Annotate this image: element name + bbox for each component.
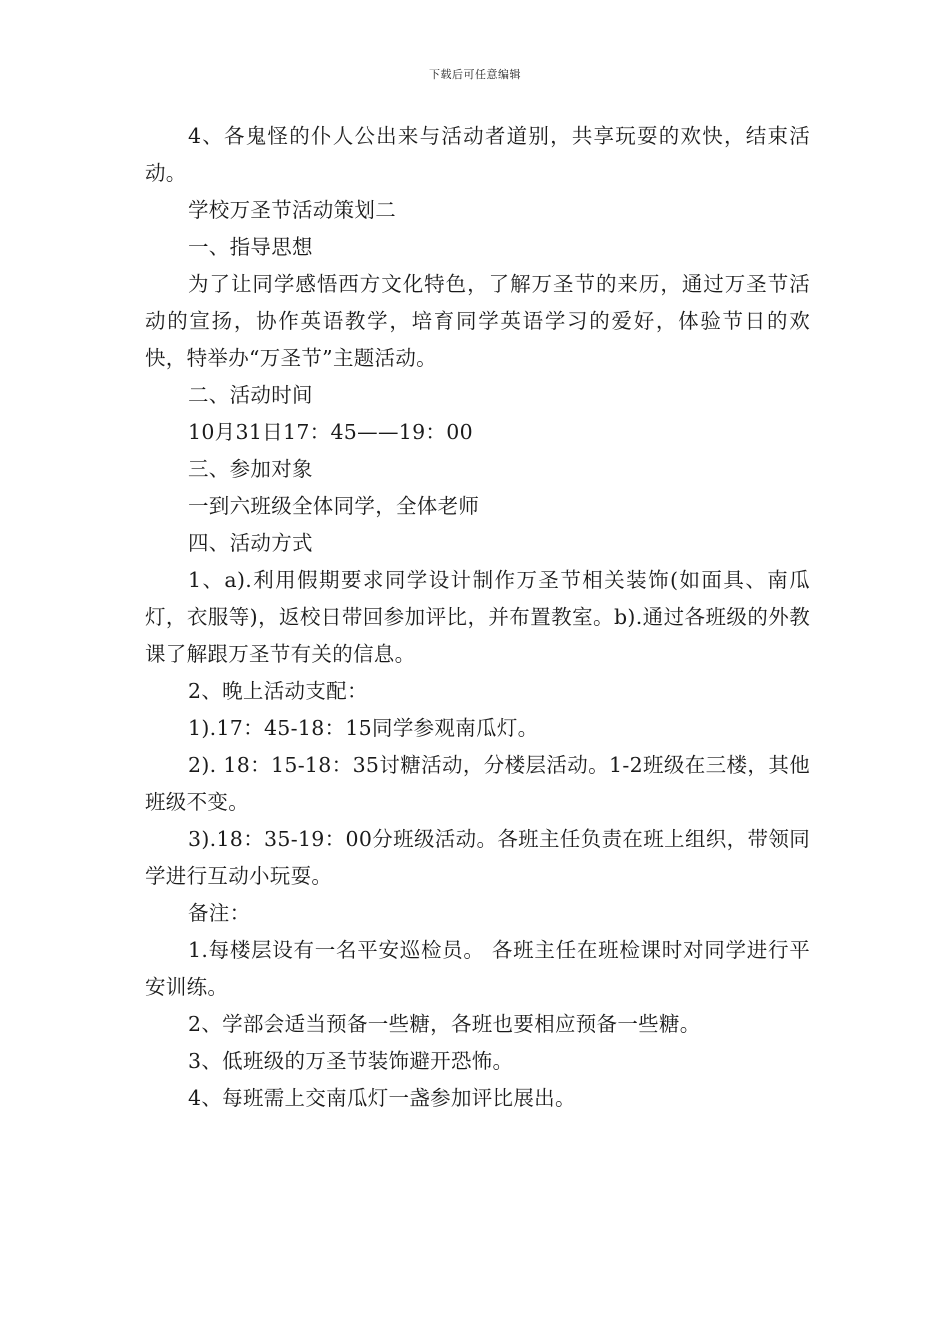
activity-time-text: 10月31日17：45——19：00 <box>188 420 473 444</box>
schedule-item-3: 3).18：35-19：00分班级活动。各班主任负责在班上组织，带领同学进行互动小玩耍。 <box>145 827 810 888</box>
section-title: 学校万圣节活动策划二 <box>188 198 396 222</box>
heading-activity-time: 二、活动时间 <box>188 383 313 407</box>
heading-participants: 三、参加对象 <box>188 457 313 481</box>
guiding-idea-paragraph: 为了让同学感悟西方文化特色，了解万圣节的来历，通过万圣节活动的宣扬，协作英语教学，培育同学英语学习的爱好，体验节日的欢快，特举办“万圣节”主题活动。 <box>145 272 810 370</box>
page-header: 下载后可任意编辑 <box>429 68 521 81</box>
schedule-item-1: 1).17：45-18：15同学参观南瓜灯。 <box>188 716 539 740</box>
heading-activity-method: 四、活动方式 <box>188 531 313 555</box>
heading-guiding-idea: 一、指导思想 <box>188 235 313 259</box>
note-item-2: 2、学部会适当预备一些糖，各班也要相应预备一些糖。 <box>188 1012 701 1036</box>
note-item-3: 3、低班级的万圣节装饰避开恐怖。 <box>188 1049 514 1073</box>
note-item-4: 4、每班需上交南瓜灯一盏参加评比展出。 <box>188 1086 576 1110</box>
participants-text: 一到六班级全体同学，全体老师 <box>188 494 480 518</box>
heading-notes: 备注： <box>188 901 251 925</box>
document-body <box>145 118 810 1117</box>
method-item-2: 2、晚上活动支配： <box>188 679 368 703</box>
schedule-item-2: 2). 18：15-18：35讨糖活动，分楼层活动。1-2班级在三楼，其他班级不变。 <box>145 753 810 814</box>
method-item-1: 1、a).利用假期要求同学设计制作万圣节相关装饰(如面具、南瓜灯，衣服等)，返校日带回参加评比，并布置教室。b).通过各班级的外教课了解跟万圣节有关的信息。 <box>145 568 810 666</box>
note-item-1: 1.每楼层设有一名平安巡检员。 各班主任在班检课时对同学进行平安训练。 <box>145 938 810 999</box>
closing-step-paragraph: 4、各鬼怪的仆人公出来与活动者道别，共享玩耍的欢快，结束活动。 <box>145 124 810 185</box>
